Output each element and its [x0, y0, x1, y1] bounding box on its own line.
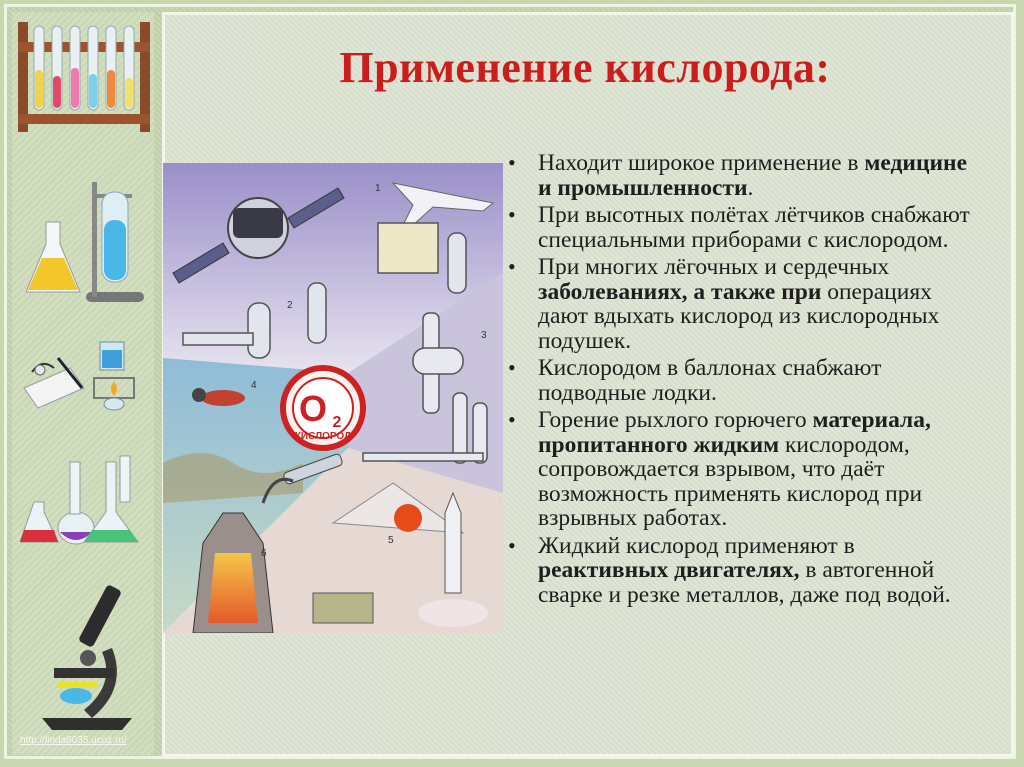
bullet-dot-icon: • [508, 355, 516, 380]
flask-stand-icon [26, 172, 146, 312]
figure-number: 6 [261, 548, 267, 559]
figure-number: 1 [375, 183, 381, 194]
bullet-item: • При высотных полётах лётчиков снабжают специальными приборами с кислородом. [508, 202, 970, 253]
oxygen-emblem [283, 368, 363, 448]
bullet-dot-icon: • [508, 254, 516, 279]
microscope-icon [32, 578, 142, 738]
test-tube-rack-icon [16, 18, 152, 136]
bullet-dot-icon: • [508, 532, 516, 558]
left-decoration-panel [12, 12, 154, 755]
bullet-item: • При многих лёгочных и сердечных заболеваниях, а также при операциях дают вдыхать кислород из кислородных подушек. [508, 254, 940, 354]
slide-title: Применение кислорода: [339, 43, 831, 92]
figure-number: 5 [388, 535, 394, 546]
figure-number: 3 [481, 330, 487, 341]
bullet-dot-icon: • [508, 150, 516, 175]
bullet-item: • Горение рыхлого горючего материала, пропитанного жидким кислородом, сопровождается взрывом, что даёт возможность применять кислород при взрывных работах. [508, 407, 931, 531]
bullet-item: • Находит широкое применение в медицине и промышленности. [508, 150, 967, 201]
oxygen-applications-illustration [163, 163, 503, 633]
burner-icon [18, 338, 148, 418]
figure-number: 2 [287, 300, 293, 311]
truck-icon [313, 593, 373, 623]
explosion-icon [394, 504, 422, 532]
bullet-item: • Жидкий кислород применяют в реактивных двигателях, в автогенной сварке и резке металлов, даже под водой. [508, 532, 951, 608]
bullet-dot-icon: • [508, 407, 516, 432]
bullet-list [505, 151, 980, 610]
emblem-formula: O [298, 388, 328, 429]
bullet-dot-icon: • [508, 202, 516, 227]
figure-number: 4 [251, 380, 257, 391]
source-url-link[interactable]: http://linda6035.ucoz.ru/ [20, 735, 127, 746]
emblem-subscript: 2 [332, 414, 342, 431]
bullet-item: • Кислородом в баллонах снабжают подводные лодки. [508, 355, 882, 406]
emblem-caption: КИСЛОРОД [294, 431, 352, 442]
flasks-icon [20, 452, 150, 552]
